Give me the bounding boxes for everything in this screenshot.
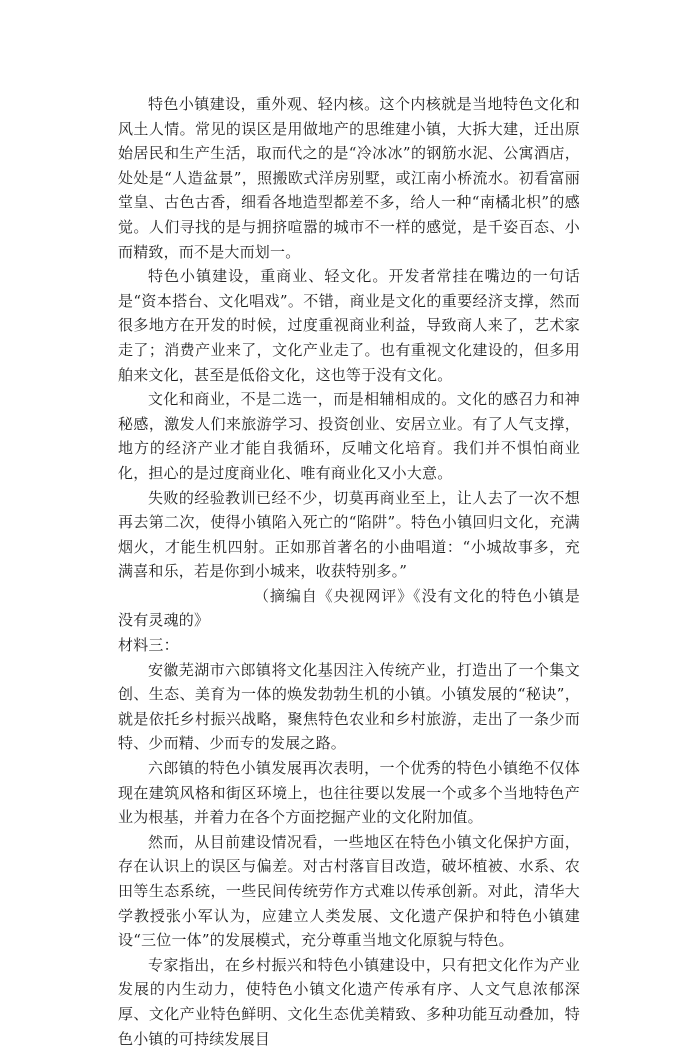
- paragraph: 特色小镇建设，重商业、轻文化。开发者常挂在嘴边的一句话是“资本搭台、文化唱戏”。不错，商业是文化的重要经济支撑，然而很多地方在开发的时候，过度重视商业利益，导致商人来了，艺术家走了；消费产业来了，文化产业走了。也有重视文化建设的，但多用舶来文化，甚至是低俗文化，这也等于没有文化。: [118, 267, 580, 384]
- source-citation: （摘编自《央视网评》《没有文化的特色小镇是没有灵魂的》: [118, 586, 580, 630]
- paragraph: 六郎镇的特色小镇发展再次表明，一个优秀的特色小镇绝不仅体现在建筑风格和街区环境上，也往往要以发展一个或多个当地特色产业为根基，并着力在各个方面挖掘产业的文化附加值。: [118, 759, 580, 827]
- section-heading: 材料三：: [118, 636, 179, 655]
- paragraph: 失败的经验教训已经不少，切莫再商业至上，让人去了一次不想再去第二次，使得小镇陷入死亡的“陷阱”。特色小镇回归文化，充满烟火，才能生机四射。正如那首著名的小曲唱道：“小城故事多，充满喜和乐，若是你到小城来，收获特别多。”: [118, 488, 580, 581]
- paragraph: 安徽芜湖市六郎镇将文化基因注入传统产业，打造出了一个集文创、生态、美育为一体的焕发勃勃生机的小镇。小镇发展的“秘诀”，就是依托乡村振兴战略，聚焦特色农业和乡村旅游，走出了一条少而特、少而精、少而专的发展之路。: [118, 660, 580, 753]
- document-body: [118, 92, 580, 1051]
- paragraph: 文化和商业，不是二选一，而是相辅相成的。文化的感召力和神秘感，激发人们来旅游学习、投资创业、安居立业。有了人气支撑，地方的经济产业才能自我循环，反哺文化培育。我们并不惧怕商业化，担心的是过度商业化、唯有商业化又小大意。: [118, 390, 580, 482]
- paragraph: 特色小镇建设，重外观、轻内核。这个内核就是当地特色文化和风土人情。常见的误区是用做地产的思维建小镇，大拆大建，迁出原始居民和生产生活，取而代之的是“冷冰冰”的钢筋水泥、公寓酒店，处处是“人造盆景”，照搬欧式洋房别墅，或江南小桥流水。初看富丽堂皇、古色古香，细看各地造型都差不多，给人一种“南橘北枳”的感觉。人们寻找的是与拥挤喧嚣的城市不一样的感觉，是千姿百态、小而精致，而不是大而划一。: [118, 95, 580, 261]
- paragraph: 然而，从目前建设情况看，一些地区在特色小镇文化保护方面，存在认识上的误区与偏差。对古村落盲目改造，破坏植被、水系、农田等生态系统，一些民间传统劳作方式难以传承创新。对此，清华大学教授张小军认为，应建立人类发展、文化遗产保护和特色小镇建设“三位一体”的发展模式，充分尊重当地文化原貌与特色。: [118, 832, 580, 950]
- paragraph: 专家指出，在乡村振兴和特色小镇建设中，只有把文化作为产业发展的内生动力，使特色小镇文化遗产传承有序、人文气息浓郁深厚、文化产业特色鲜明、文化生态优美精致、多种功能互动叠加，特色小镇的可持续发展目: [118, 955, 580, 1048]
